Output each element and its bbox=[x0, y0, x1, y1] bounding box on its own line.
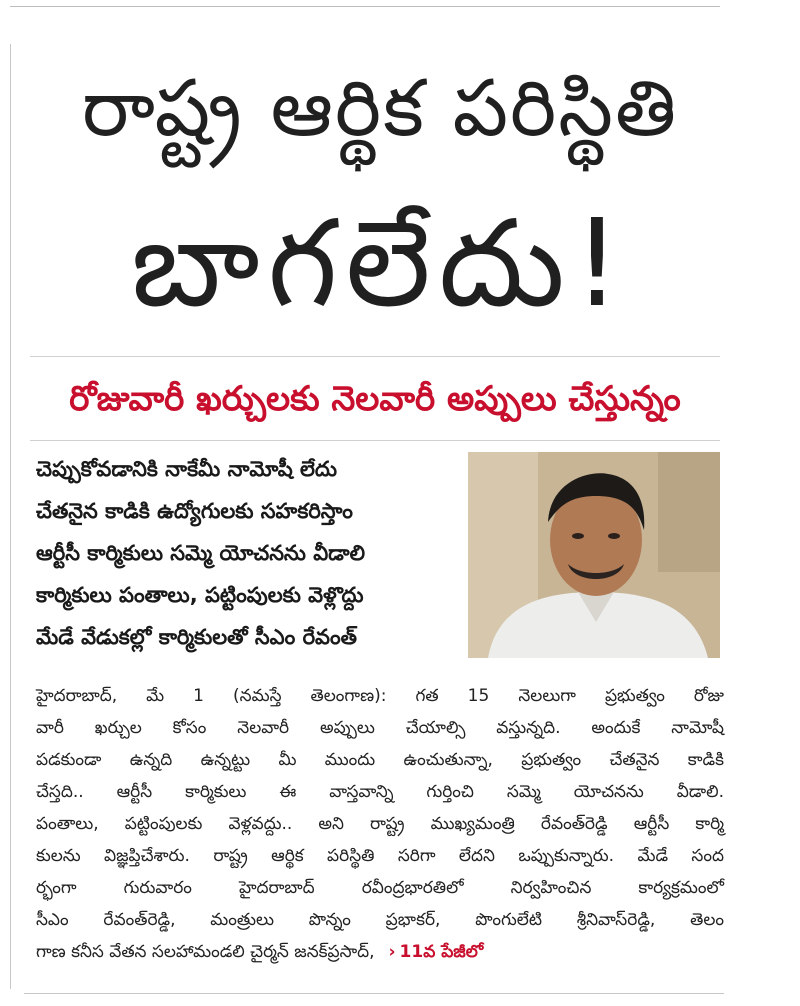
highlight-item: ఆర్టీసీ కార్మికులు సమ్మె యోచనను వీడాలి bbox=[36, 541, 365, 565]
subheadline: రోజువారీ ఖర్చులకు నెలవారీ అప్పులు చేస్తున్నం bbox=[69, 379, 681, 419]
highlight-list bbox=[36, 448, 466, 658]
highlight-item: మేడే వేడుకల్లో కార్మికులతో సీఎం రేవంత్ bbox=[36, 625, 357, 649]
article-line: గాణ కనీస వేతన సలహామండలి చైర్మన్ జనక్‌ప్రసాద్, bbox=[36, 942, 375, 962]
article-body bbox=[36, 680, 724, 968]
chevron-right-icon: › bbox=[388, 942, 396, 962]
subheadline-bottom-rule bbox=[30, 440, 720, 441]
headline-line-2: బాగలేదు! bbox=[130, 195, 630, 334]
continuation-link[interactable] bbox=[389, 942, 484, 962]
article-line: వారీ ఖర్చుల కోసం నెలవారీ అప్పులు చేయాల్సి వస్తున్నది. అందుకే నామోషీ bbox=[36, 718, 724, 738]
article-line: చేస్తది.. ఆర్టీసీ కార్మికులు ఈ వాస్తవాన్ని గుర్తించి సమ్మె యోచనను వీడాలి. bbox=[36, 782, 724, 802]
article-line: కులను విజ్ఞప్తిచేశారు. రాష్ట్ర ఆర్థిక పరిస్థితి సరిగా లేదని ఒప్పుకున్నారు. మేడే సంద bbox=[36, 846, 724, 866]
subheadline-top-rule bbox=[30, 356, 720, 357]
article-line: పంతాలు, పట్టింపులకు వెళ్లవద్దు.. అని రాష్ట్ర ముఖ్యమంత్రి రేవంత్‌రెడ్డి ఆర్టీసీ కార్మి bbox=[36, 814, 724, 834]
top-rule bbox=[10, 0, 720, 7]
continuation-label: 11వ పేజీలో bbox=[399, 942, 484, 962]
portrait-icon bbox=[468, 452, 720, 658]
bottom-rule bbox=[24, 993, 724, 994]
article-line: ర్భంగా గురువారం హైదరాబాద్ రవీంద్రభారతిలో నిర్వహించిన కార్యక్రమంలో bbox=[36, 878, 724, 898]
headline-line-1: రాష్ట్ర ఆర్థిక పరిస్థితి bbox=[81, 64, 679, 154]
article-line: పడకుండా ఉన్నది ఉన్నట్టు మీ ముందు ఉంచుతున్నా, ప్రభుత్వం చేతనైన కాడికి bbox=[36, 750, 724, 770]
article-last-line bbox=[36, 936, 724, 968]
highlight-item: కార్మికులు పంతాలు, పట్టింపులకు వెళ్లొద్దు bbox=[36, 583, 364, 607]
left-column-rule bbox=[10, 44, 11, 989]
article-line: హైదరాబాద్, మే 1 (నమస్తే తెలంగాణ): గత 15 నెలలుగా ప్రభుత్వం రోజు bbox=[36, 686, 724, 706]
cm-photo bbox=[468, 452, 720, 658]
highlight-item: చేతనైన కాడికి ఉద్యోగులకు సహకరిస్తాం bbox=[36, 499, 353, 523]
article-line: సీఎం రేవంత్‌రెడ్డి, మంత్రులు పొన్నం ప్రభాకర్, పొంగులేటి శ్రీనివాస్‌రెడ్డి, తెలం bbox=[36, 910, 724, 930]
highlight-item: చెప్పుకోవడానికి నాకేమీ నామోషీ లేదు bbox=[36, 457, 337, 481]
